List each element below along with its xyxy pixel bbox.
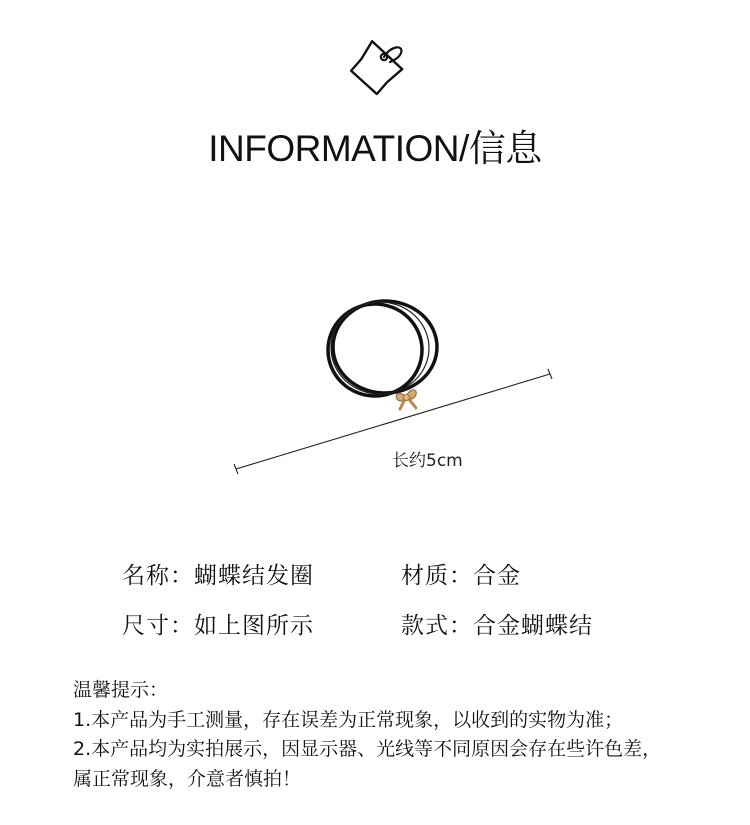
spec-item-style: [401, 607, 593, 640]
measure-label: 长约5cm: [392, 451, 463, 471]
spec-key: 名称：: [122, 562, 194, 589]
spec-item-size: [122, 607, 401, 640]
page-title: INFORMATION/信息: [208, 128, 542, 169]
spec-value: 如上图所示: [194, 612, 314, 639]
spec-value: 合金: [473, 562, 521, 589]
spec-item-material: [401, 557, 521, 590]
spec-key: 材质：: [401, 562, 473, 589]
hair-tie: [328, 301, 437, 396]
spec-row: [122, 548, 662, 598]
spec-table: [122, 548, 662, 648]
notice-line: 2.本产品均为实拍展示，因显示器、光线等不同原因会存在些许色差，: [73, 738, 662, 760]
spec-key: 尺寸：: [122, 612, 194, 639]
spec-item-name: [122, 557, 401, 590]
notice-line: 1.本产品为手工测量，存在误差为正常现象，以收到的实物为准；: [73, 708, 624, 731]
spec-key: 款式：: [401, 612, 473, 639]
notice-block: [73, 676, 733, 794]
spec-row: [122, 598, 662, 648]
notice-title: 温馨提示：: [73, 679, 169, 701]
spec-value: 合金蝴蝶结: [473, 612, 593, 639]
spec-value: 蝴蝶结发圈: [194, 562, 314, 589]
notice-line: 属正常现象，介意者慎拍！: [73, 767, 302, 790]
price-tag-icon: [346, 38, 406, 98]
